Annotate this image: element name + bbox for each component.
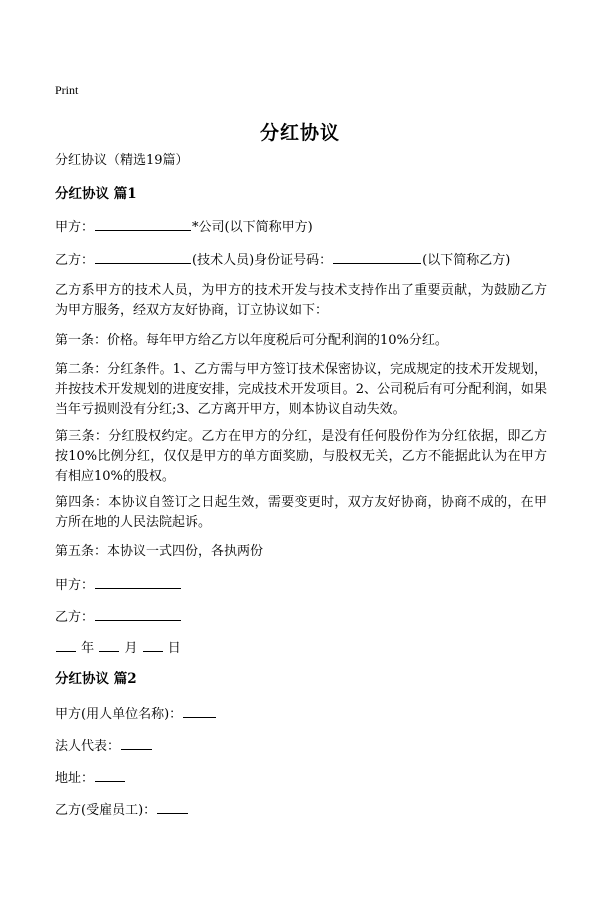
clause-2: 第二条：分红条件。1、乙方需与甲方签订技术保密协议，完成规定的技术开发规划，并按技术开发规划的进度安排，完成技术开发项目。2、公司税后有可分配利润，如果当年亏损则没有分红;3、乙方离开甲方，则本协议自动失效。 (55, 362, 547, 417)
legal-rep-blank (121, 735, 152, 750)
sign-a-line (55, 574, 182, 596)
legal-rep-label: 法人代表： (55, 739, 121, 754)
party-b-id-blank (333, 249, 421, 264)
year-label: 年 (81, 641, 95, 656)
day-blank (143, 637, 163, 652)
party-a-blank (95, 216, 191, 231)
sign-b-line (55, 606, 182, 628)
clause-4: 第四条：本协议自签订之日起生效，需要变更时，双方友好协商，协商不成的，在甲方所在地的人民法院起诉。 (55, 495, 547, 530)
party-b-suffix: (以下简称乙方) (422, 253, 511, 268)
sign-a-label: 甲方： (55, 578, 95, 593)
party-b-blank (95, 249, 191, 264)
print-link[interactable]: Print (55, 83, 79, 97)
address-label: 地址： (55, 771, 95, 786)
party-a-line (55, 216, 313, 238)
party-b-line (55, 249, 510, 271)
address-blank (95, 767, 125, 782)
address-line (55, 767, 126, 789)
document-subtitle: 分红协议（精选19篇） (55, 153, 189, 168)
employee-blank (157, 799, 188, 814)
month-label: 月 (124, 641, 138, 656)
sign-b-label: 乙方： (55, 610, 95, 625)
party-b-label: 乙方： (55, 253, 95, 268)
date-line (55, 637, 181, 659)
clause-3: 第三条：分红股权约定。乙方在甲方的分红，是没有任何股份作为分红依据，即乙方按10%比例分红，仅仅是甲方的单方面奖励，与股权无关，乙方不能据此认为在甲方有相应10%的股权。 (55, 429, 547, 484)
employer-label: 甲方(用人单位名称)： (55, 707, 183, 722)
article1-heading: 分红协议 篇1 (55, 186, 137, 202)
employee-line (55, 799, 189, 821)
sign-b-blank (95, 606, 181, 621)
legal-rep-line (55, 735, 153, 757)
clause-1: 第一条：价格。每年甲方给乙方以年度税后可分配利润的10%分红。 (55, 333, 448, 348)
document-title: 分红协议 (259, 122, 340, 144)
employer-line (55, 703, 217, 725)
day-label: 日 (167, 641, 181, 656)
employer-blank (183, 703, 216, 718)
intro-paragraph: 乙方系甲方的技术人员，为甲方的技术开发与技术支持作出了重要贡献，为鼓励乙方为甲方服务，经双方友好协商，订立协议如下： (55, 283, 547, 318)
clause-5: 第五条：本协议一式四份，各执两份 (55, 544, 264, 559)
article2-heading: 分红协议 篇2 (55, 671, 137, 687)
party-a-label: 甲方： (55, 220, 95, 235)
month-blank (99, 637, 119, 652)
party-a-suffix: *公司(以下简称甲方) (192, 220, 313, 235)
sign-a-blank (95, 574, 181, 589)
year-blank (56, 637, 76, 652)
party-b-mid: (技术人员)身份证号码： (192, 253, 333, 268)
employee-label: 乙方(受雇员工)： (55, 803, 157, 818)
